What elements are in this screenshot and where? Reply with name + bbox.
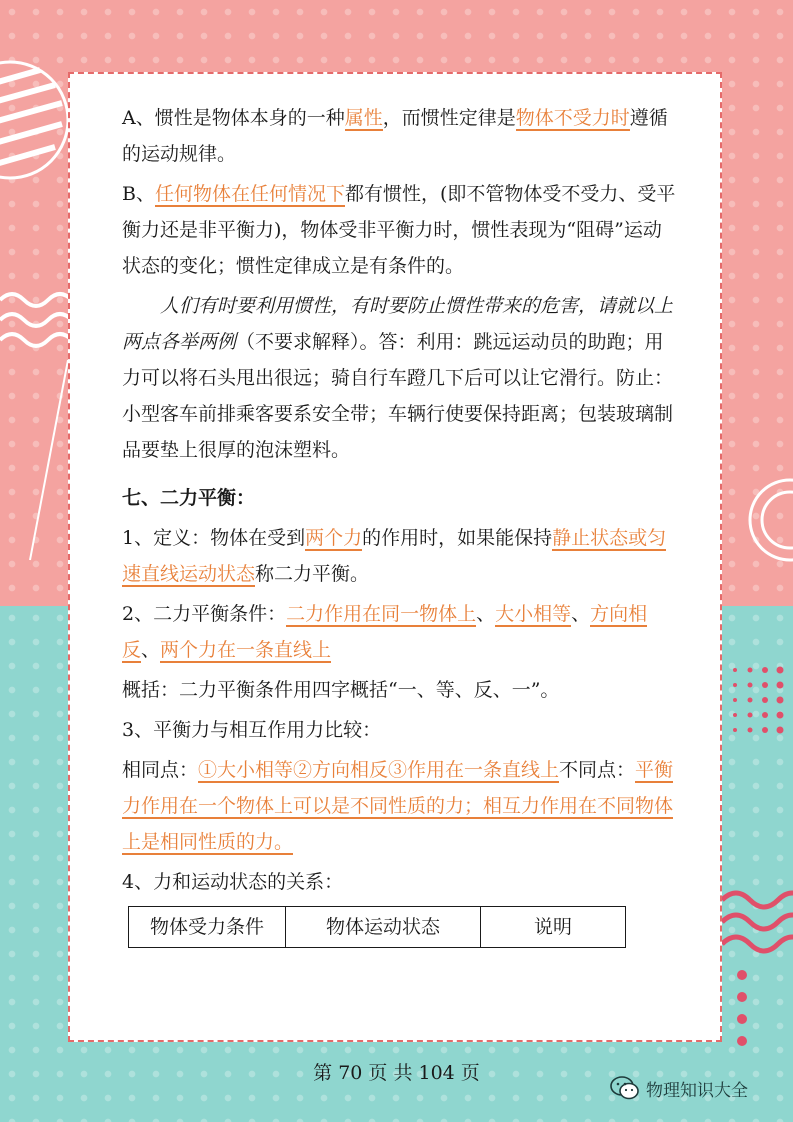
text: 称二力平衡。 xyxy=(255,563,370,585)
text: 、 xyxy=(476,603,496,625)
summary-paragraph: 概括：二力平衡条件用四字概括“一、等、反、一”。 xyxy=(122,679,560,701)
text: 不同点： xyxy=(559,759,636,781)
wechat-icon xyxy=(610,1075,640,1101)
relation-heading: 4、力和运动状态的关系： xyxy=(122,871,344,893)
table-header-cell: 物体运动状态 xyxy=(286,907,481,948)
content-card xyxy=(68,72,722,1042)
paragraph-b xyxy=(122,176,678,284)
brand-watermark xyxy=(610,1073,748,1103)
highlight: 物体不受力时 xyxy=(515,107,630,129)
table-header-cell: 说明 xyxy=(481,907,626,948)
page-footer: 第 70 页 共 104 页 xyxy=(313,1062,480,1084)
highlight: 二力作用在同一物体上 xyxy=(286,603,477,625)
highlight: 方向相反 xyxy=(122,603,648,661)
document-content xyxy=(122,100,678,948)
definition-paragraph xyxy=(122,520,678,592)
text: ，而惯性定律是 xyxy=(382,107,516,129)
text: 、 xyxy=(141,639,161,661)
comparison-paragraph xyxy=(122,752,678,860)
text: A、惯性是物体本身的一种 xyxy=(122,107,345,129)
highlight: 两个力 xyxy=(305,527,363,549)
force-motion-table xyxy=(128,906,626,948)
highlight: 任何物体在任何情况下 xyxy=(154,183,345,205)
text: 都有惯性，(即不管物体受不受力、受平衡力还是非平衡力)，物体受非平衡力时，惯性表现为“阻碍”运动状态的变化；惯性定律成立是有条件的。 xyxy=(122,183,676,277)
highlight: 大小相等 xyxy=(495,603,572,625)
highlight: ①大小相等②方向相反③作用在一条直线上 xyxy=(198,759,560,781)
table-header-cell: 物体受力条件 xyxy=(129,907,286,948)
text: 的作用时，如果能保持 xyxy=(362,527,553,549)
text: 2、二力平衡条件： xyxy=(122,603,287,625)
brand-name: 物理知识大全 xyxy=(646,1080,748,1101)
section-heading-7: 七、二力平衡： xyxy=(122,487,256,509)
paragraph-examples xyxy=(122,288,678,468)
condition-paragraph xyxy=(122,596,678,668)
text: B、 xyxy=(122,183,155,205)
highlight: 静止状态或匀速直线运动状态 xyxy=(122,527,667,585)
highlight: 两个力在一条直线上 xyxy=(160,639,332,661)
text: 、 xyxy=(571,603,591,625)
text: 1、定义：物体在受到 xyxy=(122,527,306,549)
text: （不要求解释）。答：利用：跳远运动员的助跑；用力可以将石头甩出很远；骑自行车蹬几下后可以让它滑行。防止：小型客车前排乘客要系安全带；车辆行使要保持距离；包装玻璃制品要垫上很厚的泡沫塑料。 xyxy=(122,331,674,461)
highlight: 平衡力作用在一个物体上可以是不同性质的力；相互力作用在不同物体上是相同性质的力。 xyxy=(122,759,674,853)
paragraph-a xyxy=(122,100,678,172)
italic-question: 人们有时要利用惯性，有时要防止惯性带来的危害，请就以上两点各举两例 xyxy=(122,295,674,353)
text: 相同点： xyxy=(122,759,199,781)
highlight: 属性 xyxy=(344,107,383,129)
comparison-heading: 3、平衡力与相互作用力比较： xyxy=(122,719,382,741)
table-header-row xyxy=(129,907,626,948)
text: 遵循的运动规律。 xyxy=(122,107,668,165)
